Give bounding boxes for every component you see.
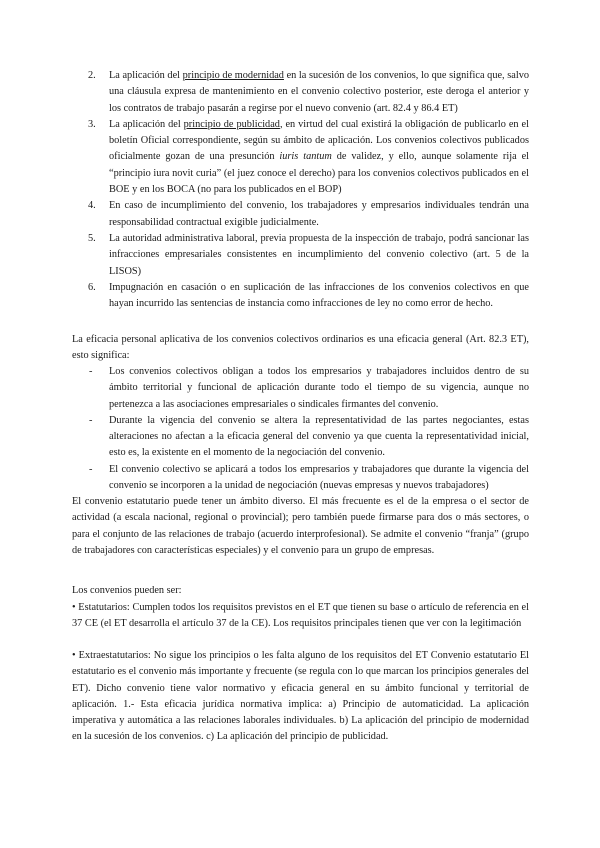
item-text: La aplicación del [109,70,183,81]
item-number: 5. [88,232,96,244]
bullet-extraestatutarios: • Extraestatutarios: No sigue los principios o les falta alguno de los requisitos del ET Convenio estatutario El estatutario es el convenio más importante y frecuente (se regula con lo que marcan los principios generales del ET). Dicho convenio tiene valor normativo y eficacia general en su ámbito funcional y territorial de aplicación. 1.- Esta eficacia jurídica normativa implica: a) Principio de automaticidad. La aplicación imperativa y automática a las relaciones laborales individuales. b) La aplicación del principio de modernidad en la sucesión de los convenios. c) La aplicación del principio de publicidad. [72,650,529,743]
item-number: 6. [88,281,96,293]
item-text: en la sucesión de los convenios, lo que significa que, salvo una cláusula expresa de mantenimiento en el convenio colectivo posterior, este deroga el anterior y los contratos de trabajo pasarán a regirse por el nuevo convenio (art. 82.4 y 86.4 ET) [109,70,529,114]
list-item [88,280,529,313]
item-text: El convenio colectivo se aplicará a todos los empresarios y trabajadores que durante la vigencia del convenio se incorporen a la unidad de negociación (nuevas empresas y nuevos trabajadores) [109,463,529,492]
statutory-paragraph: El convenio estatutario puede tener un ámbito diverso. El más frecuente es el de la empresa o el sector de actividad (a escala nacional, regional o provincial); pero también puede firmarse para dos o más sectores, o para el conjunto de las relaciones de trabajo (acuerdo interprofesional). Se admite el convenio “franja” (grupo de trabajadores con características especiales) y el convenio para un grupo de empresas. [72,496,529,556]
item-text: La autoridad administrativa laboral, previa propuesta de la inspección de trabajo, podrá sancionar las infracciones empresariales consistentes en incumplimiento del convenio colectivo (art. 5 de la LISOS) [109,232,529,277]
underlined-term: principio de modernidad [182,70,284,81]
dash-marker: - [89,366,93,377]
item-number: 3. [88,118,96,130]
item-text: En caso de incumplimiento del convenio, los trabajadores y empresarios individuales tendrán una responsabilidad contractual exigible judicialmente. [109,200,529,228]
numbered-list [88,68,529,312]
list-item [88,364,529,413]
item-text: Durante la vigencia del convenio se altera la representatividad de las partes negociantes, estas alteraciones no afectan a la eficacia general del convenio ya que cuenta la representatividad inicial, esto es, la existente en el momento de la negociación del convenio. [109,414,529,459]
underlined-term: principio de publicidad [183,118,280,130]
list-item [88,198,529,231]
item-text: de validez, y ello, aunque solamente rija el “principio iura novit curia” (el juez conoce el derecho) para los convenios colectivos publicados en el BOE y en los BOCA (no para los publicados en el BOP) [109,151,529,196]
item-text: La aplicación del [109,118,184,130]
item-text: Impugnación en casación o en suplicación de las infracciones de los convenios colectivos en que hayan incurrido las sentencias de instancia como infracciones de ley no como error de hecho. [109,281,529,310]
bullet-estatutarios: • Estatutarios: Cumplen todos los requisitos previstos en el ET que tienen su base o artículo de referencia en el 37 CE (el ET desarrolla el artículo 37 de la CE). Los requisitos principales tienen que ver con la legitimación [72,602,529,630]
list-item [88,117,529,198]
item-text: , en virtud del cual existirá la obligación de publicarlo en el boletín Oficial correspondiente, según su ámbito de aplicación. Los convenios colectivos publicados oficialmente gozan de una presunción [109,118,529,163]
dash-marker: - [89,414,93,426]
list-item [88,231,529,280]
list-item [88,413,529,462]
list-item [88,68,529,117]
dash-list [88,364,529,494]
efficacy-paragraph: La eficacia personal aplicativa de los convenios colectivos ordinarios es una eficacia general (Art. 82.3 ET), esto significa: [72,334,529,362]
types-heading: Los convenios pueden ser: [72,585,182,596]
dash-marker: - [89,463,93,475]
item-text: Los convenios colectivos obligan a todos los empresarios y trabajadores incluidos dentro de su ámbito territorial y funcional de aplicación durante todo el tiempo de su vigencia, aunque no pertenezca a las asociaciones empresariales o sindicales firmantes del convenio. [109,366,529,410]
list-item [88,462,529,495]
item-number: 2. [88,70,96,81]
item-number: 4. [88,200,96,212]
italic-term: iuris tantum [279,151,332,163]
